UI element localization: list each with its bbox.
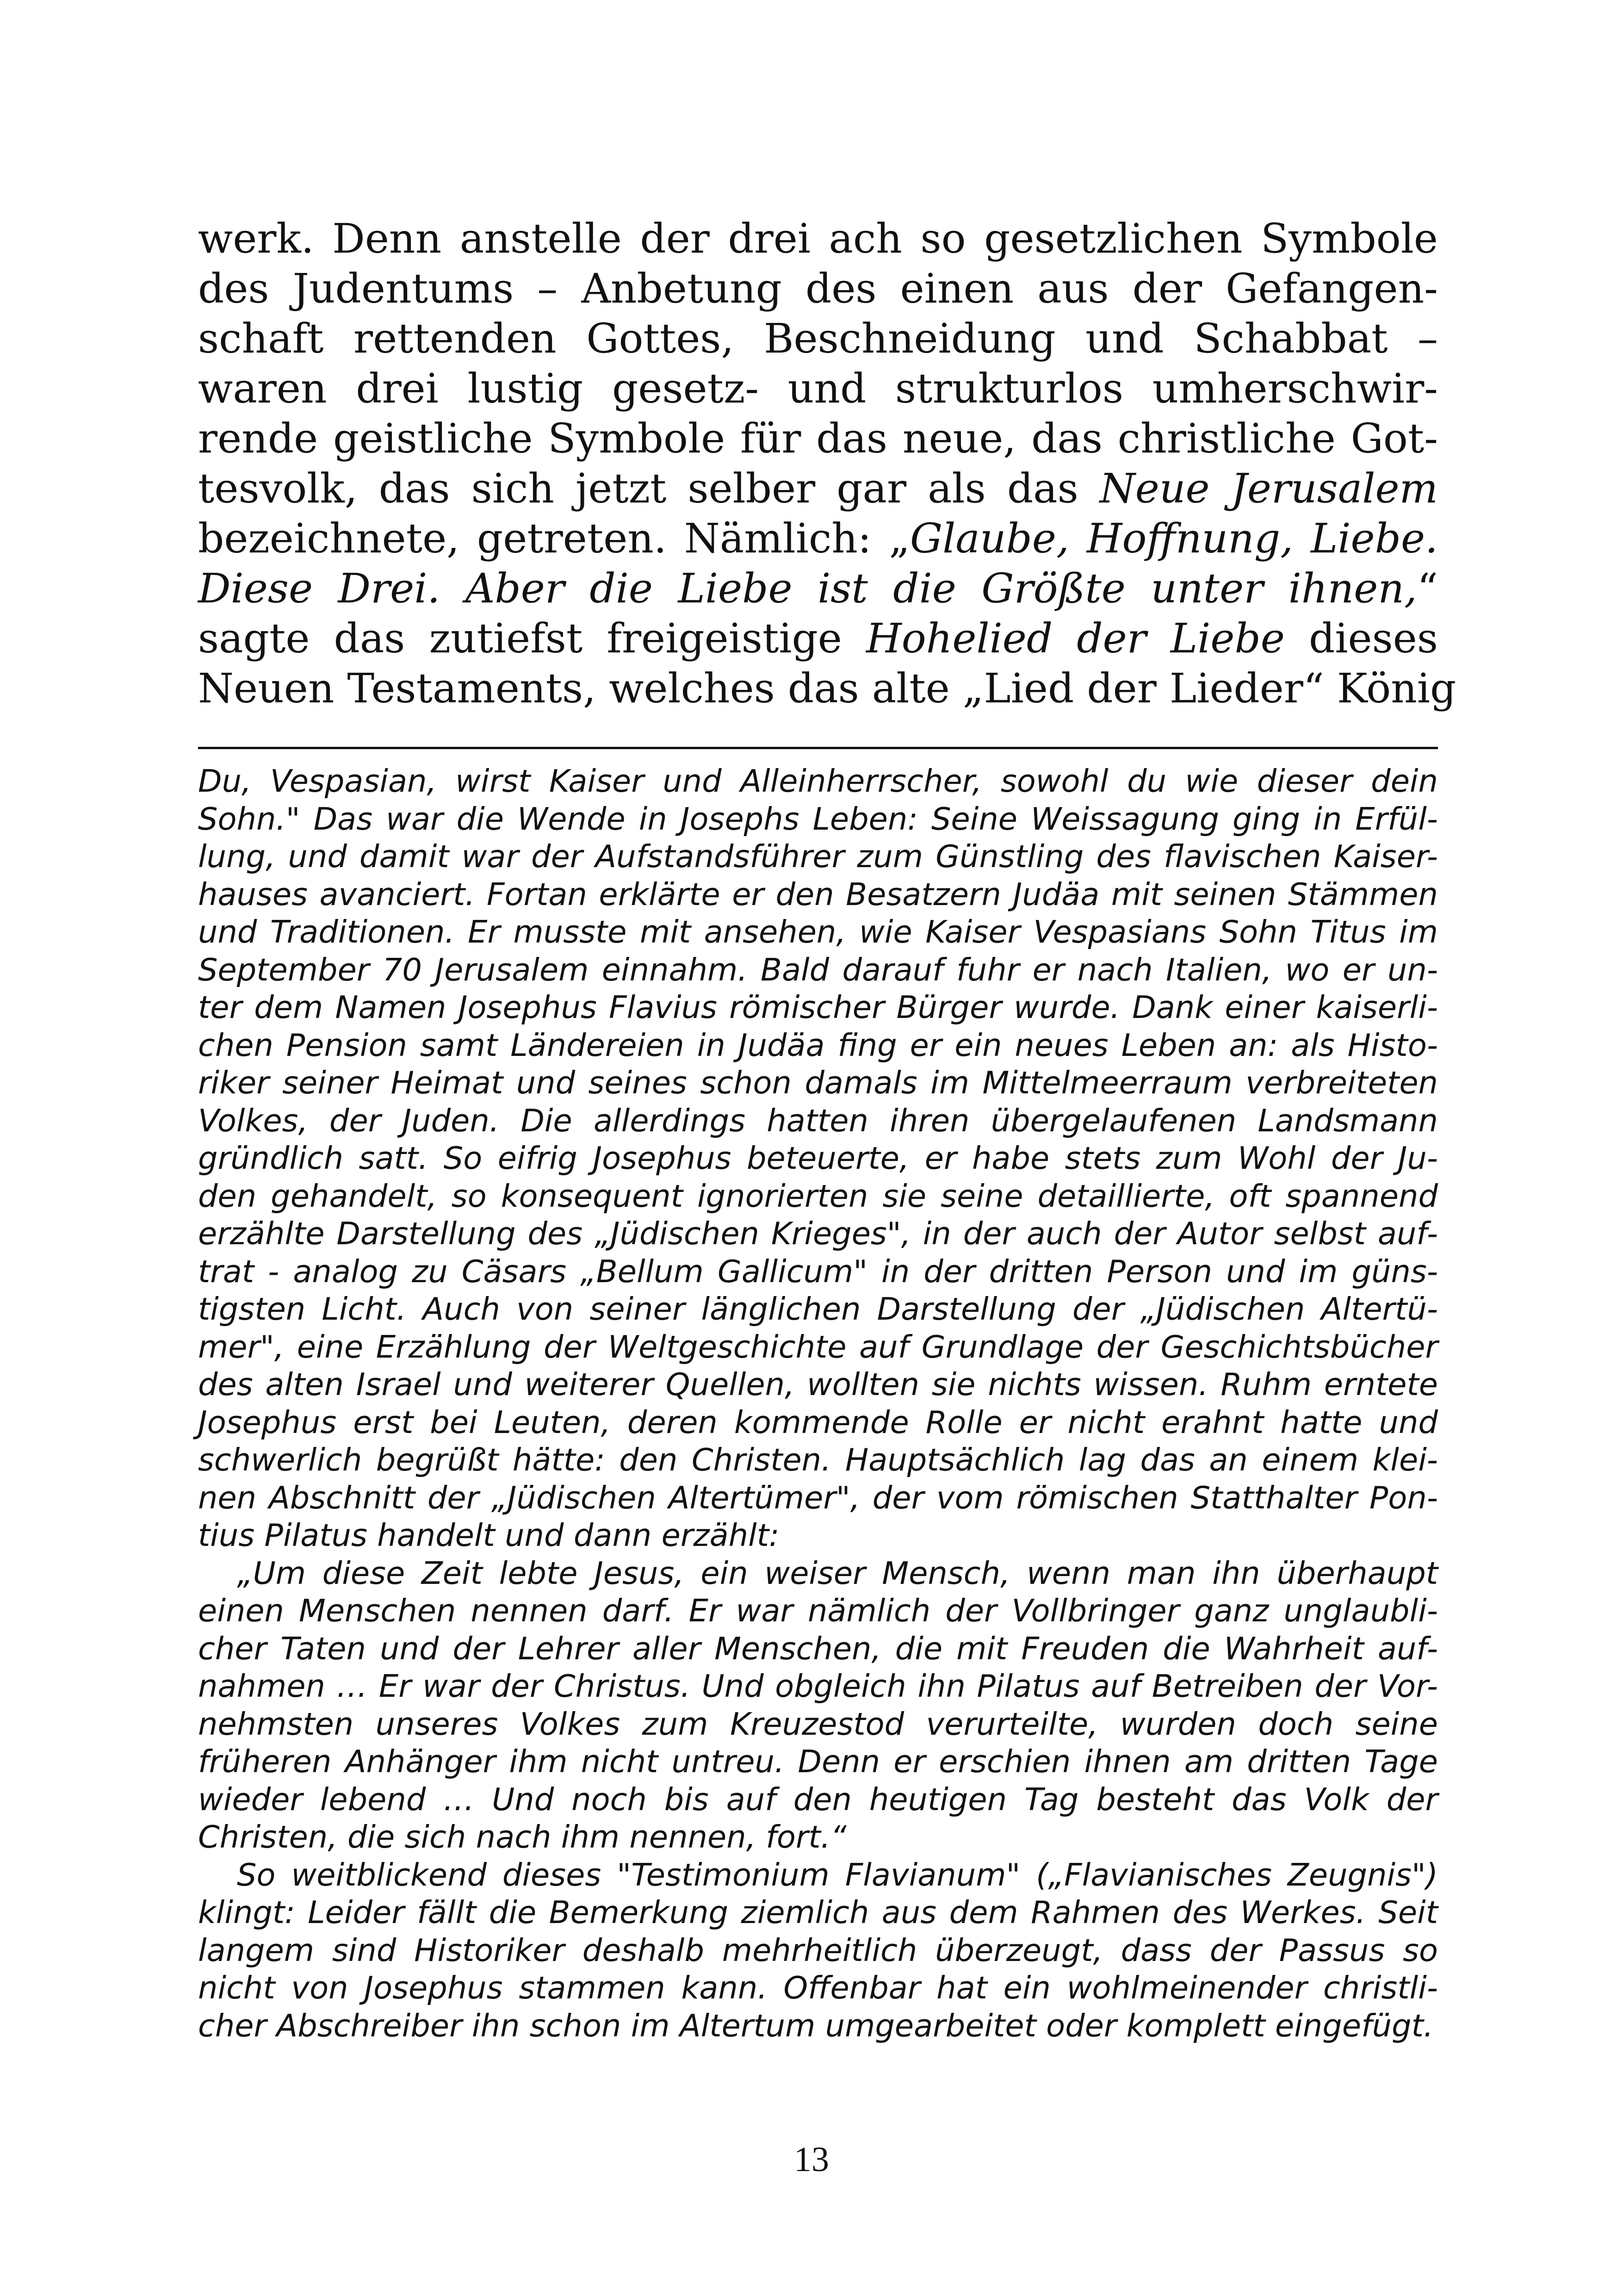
text-run: rende geistliche Symbole für das neue, das christliche Got- <box>198 415 1438 462</box>
text-run: bezeichnete, getreten. Nämlich: „ <box>198 515 910 562</box>
italic-text-run: Glaube, Hoffnung, Liebe. <box>910 515 1438 562</box>
footnote-quote-line: wieder lebend … Und noch bis auf den heutigen Tag besteht das Volk der <box>198 1781 1438 1818</box>
footnote-line: mer", eine Erzählung der Weltgeschichte auf Grundlage der Geschichtsbücher <box>198 1328 1438 1365</box>
footnote-line: riker seiner Heimat und seines schon damals im Mittelmeerraum verbreiteten <box>198 1065 1438 1101</box>
footnote-line: So weitblickend dieses "Testimonium Flavianum" („Flavianisches Zeugnis") <box>237 1856 1438 1893</box>
footnote-line: des alten Israel und weiterer Quellen, wollten sie nichts wissen. Ruhm erntete <box>198 1366 1438 1402</box>
italic-text-run: Hohelied der Liebe <box>866 614 1285 662</box>
footnote-quote-line: einen Menschen nennen darf. Er war nämlich der Vollbringer ganz unglaubli- <box>198 1593 1438 1629</box>
footnote-line: den gehandelt, so konsequent ignorierten sie seine detaillierte, oft spannend <box>198 1178 1438 1214</box>
body-line <box>198 314 1438 364</box>
footnote-line: trat - analog zu Cäsars „Bellum Gallicum" in der dritten Person und im güns- <box>198 1253 1438 1290</box>
footnote-quote-line: früheren Anhänger ihm nicht untreu. Denn er erschien ihnen am dritten Tage <box>198 1744 1438 1780</box>
footnote-quote-line: cher Taten und der Lehrer aller Menschen, die mit Freuden die Wahrheit auf- <box>198 1630 1438 1667</box>
footnote-line: Volkes, der Juden. Die allerdings hatten ihren übergelaufenen Landsmann <box>198 1102 1438 1139</box>
footnote-line: cher Abschreiber ihn schon im Altertum umgearbeitet oder komplett eingefügt. <box>198 2007 1434 2044</box>
italic-text-run: Diese Drei. Aber die Liebe ist die Größte unter ihnen, <box>198 565 1417 612</box>
body-text <box>198 214 1456 714</box>
text-run: tesvolk, das sich jetzt selber gar als das <box>198 465 1100 512</box>
body-line <box>198 664 1456 714</box>
footnote-line: nen Abschnitt der „Jüdischen Altertümer", der vom römischen Statthalter Pon- <box>198 1479 1438 1516</box>
footnote-line: Du, Vespasian, wirst Kaiser und Alleinherrscher, sowohl du wie dieser dein <box>198 763 1438 799</box>
footnote <box>198 763 1438 2045</box>
body-line <box>198 264 1438 314</box>
body-line <box>198 564 1438 614</box>
footnote-quote-line: nehmsten unseres Volkes zum Kreuzestod verurteilte, wurden doch seine <box>198 1706 1438 1742</box>
body-line <box>198 214 1438 264</box>
footnote-line: erzählte Darstellung des „Jüdischen Krieges", in der auch der Autor selbst auf- <box>198 1216 1438 1252</box>
body-line <box>198 614 1438 664</box>
footnote-line: September 70 Jerusalem einnahm. Bald darauf fuhr er nach Italien, wo er un- <box>198 951 1438 988</box>
text-run: dieses <box>1284 614 1438 662</box>
text-run: des Judentums – Anbetung des einen aus der Gefangen- <box>198 265 1438 312</box>
text-run: schaft rettenden Gottes, Beschneidung und Schabbat – <box>198 315 1438 362</box>
page-number: 13 <box>794 2140 829 2179</box>
text-run: Neuen Testaments, welches das alte „Lied der Lieder“ König <box>198 664 1456 712</box>
footnote-quote-line: Christen, die sich nach ihm nennen, fort.“ <box>198 1819 847 1855</box>
body-line <box>198 514 1438 564</box>
footnote-line: tius Pilatus handelt und dann erzählt: <box>198 1517 780 1553</box>
footnote-line: und Traditionen. Er musste mit ansehen, wie Kaiser Vespasians Sohn Titus im <box>198 914 1438 950</box>
footnote-line: Sohn." Das war die Wende in Josephs Leben: Seine Weissagung ging in Erfül- <box>198 800 1438 837</box>
footnote-line: klingt: Leider fällt die Bemerkung ziemlich aus dem Rahmen des Werkes. Seit <box>198 1894 1438 1930</box>
footnote-line: schwerlich begrüßt hätte: den Christen. Hauptsächlich lag das an einem klei- <box>198 1442 1438 1478</box>
body-line <box>198 364 1438 414</box>
text-run: “ <box>1417 565 1438 612</box>
footnote-line: hauses avanciert. Fortan erklärte er den Besatzern Judäa mit seinen Stämmen <box>198 876 1438 912</box>
footnote-line: langem sind Historiker deshalb mehrheitlich überzeugt, dass der Passus so <box>198 1932 1438 1968</box>
text-run: sagte das zutiefst freigeistige <box>198 614 866 662</box>
body-line <box>198 464 1438 514</box>
italic-text-run: Neue Jerusalem <box>1099 465 1438 512</box>
footnote-line: Josephus erst bei Leuten, deren kommende Rolle er nicht erahnt hatte und <box>198 1404 1438 1440</box>
footnote-separator <box>198 747 1438 749</box>
footnote-line: ter dem Namen Josephus Flavius römischer Bürger wurde. Dank einer kaiserli- <box>198 989 1438 1025</box>
footnote-line: tigsten Licht. Auch von seiner länglichen Darstellung der „Jüdischen Altertü- <box>198 1291 1438 1327</box>
text-run: waren drei lustig gesetz- und strukturlos umherschwir- <box>198 365 1438 412</box>
footnote-line: nicht von Josephus stammen kann. Offenbar hat ein wohlmeinender christli- <box>198 1970 1438 2006</box>
body-line <box>198 414 1438 464</box>
footnote-quote-line: nahmen … Er war der Christus. Und obgleich ihn Pilatus auf Betreiben der Vor- <box>198 1668 1438 1704</box>
footnote-line: lung, und damit war der Aufstandsführer zum Günstling des flavischen Kaiser- <box>198 838 1438 875</box>
footnote-line: chen Pension samt Ländereien in Judäa fing er ein neues Leben an: als Histo- <box>198 1027 1438 1063</box>
footnote-line: gründlich satt. So eifrig Josephus beteuerte, er habe stets zum Wohl der Ju- <box>198 1140 1438 1176</box>
footnote-quote-line: „Um diese Zeit lebte Jesus, ein weiser Mensch, wenn man ihn überhaupt <box>237 1555 1438 1591</box>
text-run: werk. Denn anstelle der drei ach so gesetzlichen Symbole <box>198 215 1438 262</box>
